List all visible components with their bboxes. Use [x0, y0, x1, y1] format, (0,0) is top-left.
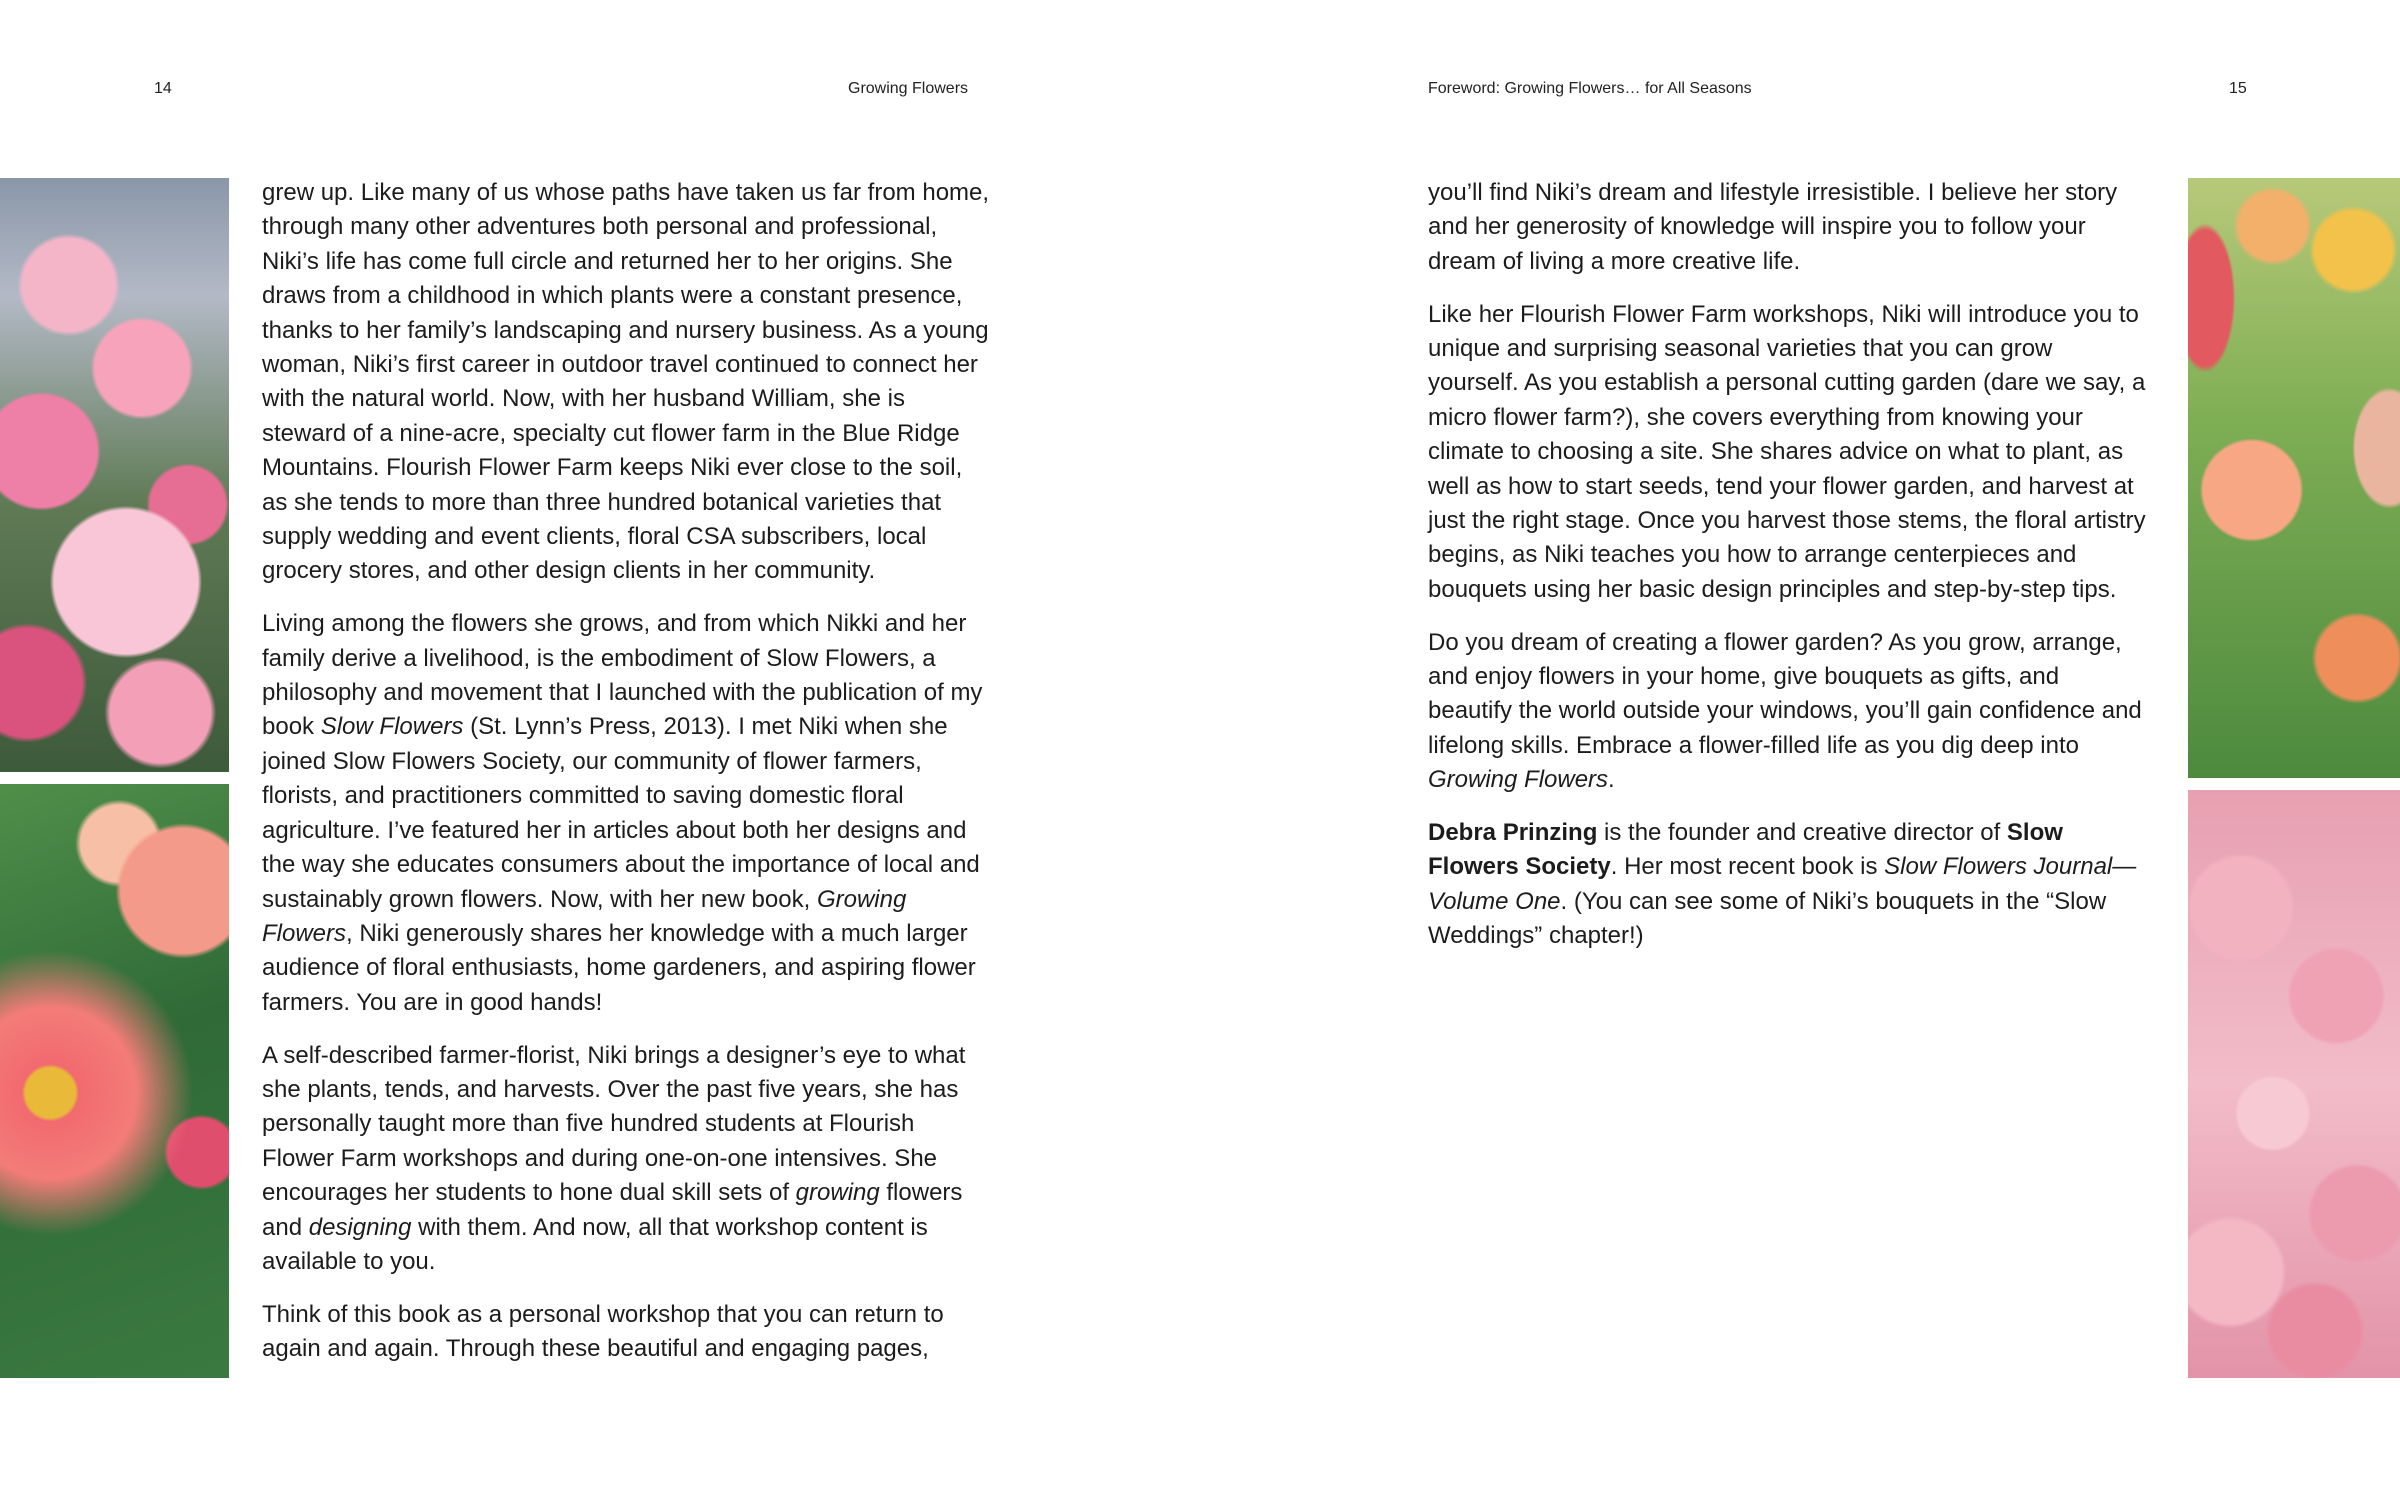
emphasis: growing	[795, 1179, 880, 1207]
running-head-right: Foreword: Growing Flowers… for All Seasons	[1428, 80, 1752, 97]
book-title: Slow Flowers	[320, 713, 464, 741]
paragraph: A self-described farmer-florist, Niki brings a designer’s eye to what she plants, tends, and harvests. Over the past five years, she has personally taught more than five hundred students at Flourish Flower Farm workshops and during one-on-one intensives. She encourages her students to hone dual skill sets of growing flowers and designing with them. And now, all that workshop content is available to you.	[262, 1041, 966, 1275]
paragraph: Living among the flowers she grows, and from which Nikki and her family derive a livelihood, is the embodiment of Slow Flowers, a philosophy and movement that I launched with the publication of my book Slow Flowers (St. Lynn’s Press, 2013). I met Niki when she joined Slow Flowers Society, our community of flower farmers, florists, and practitioners committed to saving domestic floral agriculture. I’ve featured her in articles about both her designs and the way she educates consumers about the importance of local and sustainably grown flowers. Now, with her new book, Growing Flowers, Niki generously shares her knowledge with a much larger audience of floral enthusiasts, home gardeners, and aspiring flower farmers. You are in good hands!	[262, 610, 983, 1016]
body-text-right	[1428, 176, 2148, 972]
author-name: Debra Prinzing	[1428, 819, 1598, 847]
dahlia-bouquet-photo	[0, 178, 229, 772]
book-title: Growing Flowers	[1428, 766, 1609, 794]
right-page	[1200, 0, 2400, 1500]
emphasis: designing	[308, 1213, 412, 1241]
paragraph: Like her Flourish Flower Farm workshops, Niki will introduce you to unique and surprising seasonal varieties that you can grow yourself. As you establish a personal cutting garden (dare we say, a micro flower farm?), she covers everything from knowing your climate to choosing a site. She shares advice on what to plant, as well as how to start seeds, tend your flower garden, and harvest at just the right stage. Once you harvest those stems, the floral artistry begins, as Niki teaches you how to arrange centerpieces and bouquets using her basic design principles and step-by-step tips.	[1428, 300, 2146, 603]
book-title: Slow Flowers Journal—Volume One	[1428, 853, 2137, 915]
dahlia-field-photo	[2188, 790, 2400, 1378]
zinnia-closeup-photo	[0, 784, 229, 1378]
body-text-left	[262, 176, 990, 1385]
paragraph: Do you dream of creating a flower garden? As you grow, arrange, and enjoy flowers in your home, give bouquets as gifts, and beautify the world outside your windows, you’ll gain confidence and lifelong skills. Embrace a flower-filled life as you dig deep into Growing Flowers.	[1428, 628, 2142, 794]
book-title: Growing Flowers	[262, 885, 907, 947]
paragraph: Think of this book as a personal workshop that you can return to again and again. Through these beautiful and engaging pages,	[262, 1300, 944, 1363]
paragraph: grew up. Like many of us whose paths have taken us far from home, through many other adventures both personal and professional, Niki’s life has come full circle and returned her to her origins. She draws from a childhood in which plants were a constant presence, thanks to her family’s landscaping and nursery business. As a young woman, Niki’s first career in outdoor travel continued to connect her with the natural world. Now, with her husband William, she is steward of a nine-acre, specialty cut flower farm in the Blue Ridge Mountains. Flourish Flower Farm keeps Niki ever close to the soil, as she tends to more than three hundred botanical varieties that supply wedding and event clients, floral CSA subscribers, local grocery stores, and other design clients in her community.	[262, 179, 990, 585]
organization-name: Slow Flowers Society	[1428, 819, 2063, 881]
page-number-left: 14	[154, 80, 172, 97]
zinnia-in-hand-photo	[2188, 178, 2400, 778]
paragraph: you’ll find Niki’s dream and lifestyle irresistible. I believe her story and her generosity of knowledge will inspire you to follow your dream of living a more creative life.	[1428, 179, 2118, 275]
page-number-right: 15	[2229, 80, 2247, 97]
running-head-left: Growing Flowers	[848, 80, 969, 97]
author-bio: Debra Prinzing is the founder and creative director of Slow Flowers Society. Her most recent book is Slow Flowers Journal—Volume One. (You can see some of Niki’s bouquets in the “Slow Weddings” chapter!)	[1428, 819, 2137, 950]
